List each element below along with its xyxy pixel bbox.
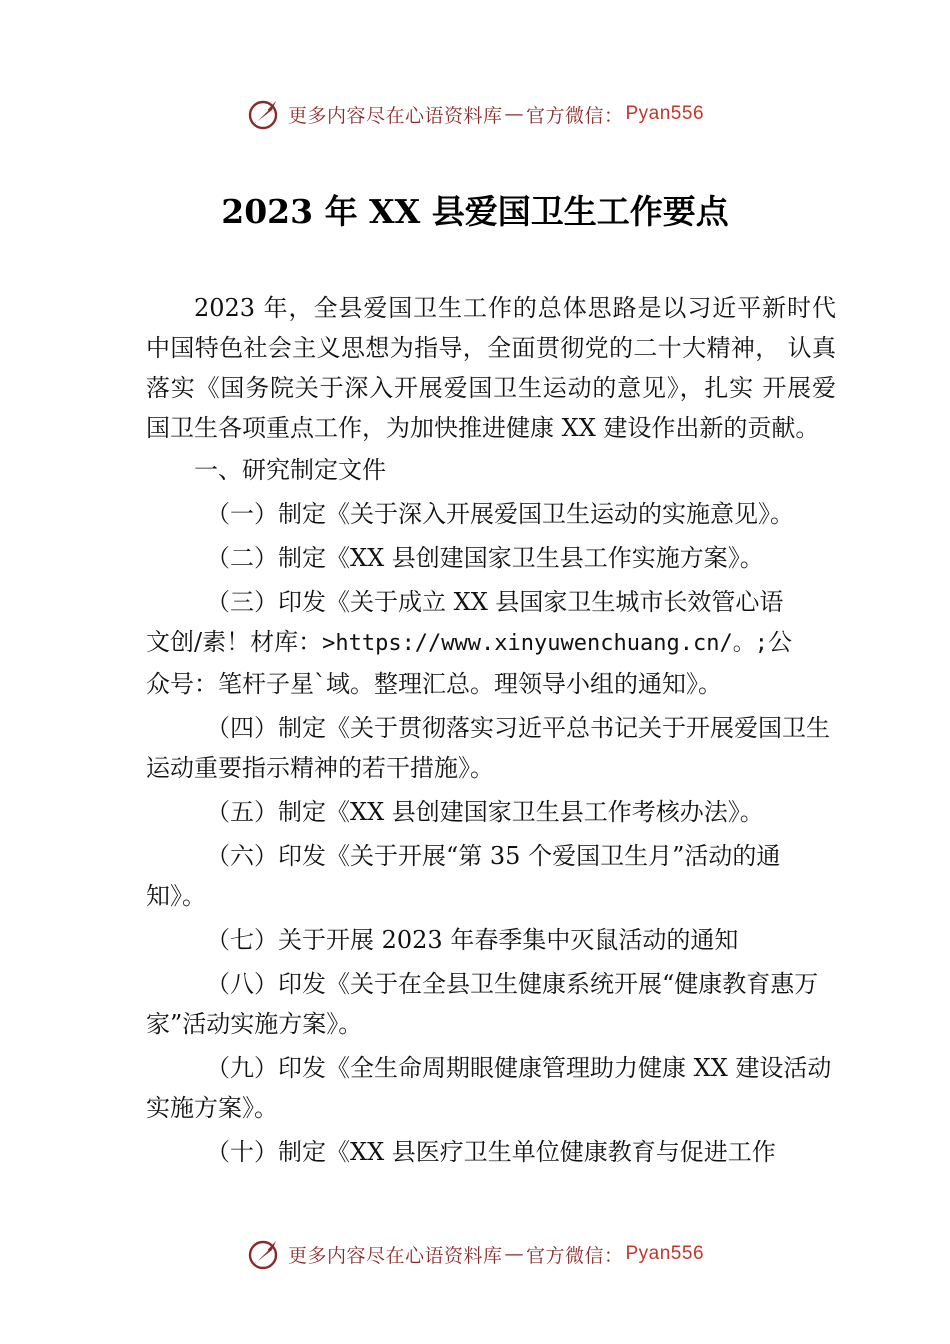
footer-separator: — bbox=[504, 1243, 524, 1265]
list-item-text: （三）印发《关于成立 XX 县国家卫生城市长效管心语 bbox=[206, 588, 784, 616]
footer-watermark bbox=[0, 1232, 950, 1276]
item3-line3: 众号：笔杆子星`域。整理汇总。理领导小组的通知》。 bbox=[146, 670, 722, 698]
list-item: （八）印发《关于在全县卫生健康系统开展“健康教育惠万家”活动实施方案》。 bbox=[146, 970, 819, 1038]
quill-logo-icon bbox=[246, 96, 282, 132]
header-brand: 更多内容尽在心语资料库 bbox=[287, 104, 503, 127]
item3-suffix: 公 bbox=[767, 628, 792, 656]
header-separator: — bbox=[504, 103, 524, 125]
list-item: （九）印发《全生命周期眼健康管理助力健康 XX 建设活动实施方案》。 bbox=[146, 1054, 832, 1122]
header-wechat-label: 官方微信： bbox=[525, 104, 624, 127]
list-item: （十）制定《XX 县医疗卫生单位健康教育与促进工作 bbox=[206, 1138, 776, 1166]
list-item: （一）制定《关于深入开展爱国卫生运动的实施意见》。 bbox=[206, 500, 794, 528]
list-item bbox=[146, 582, 836, 704]
footer-wechat-id: Pyan556 bbox=[625, 1243, 705, 1264]
source-url-link: >https://www.xinyuwenchuang.cn/。; bbox=[322, 631, 768, 656]
header-watermark bbox=[0, 92, 950, 136]
footer-brand: 更多内容尽在心语资料库 bbox=[287, 1244, 503, 1267]
list-item: （二）制定《XX 县创建国家卫生县工作实施方案》。 bbox=[206, 544, 764, 572]
intro-paragraph: 2023 年，全县爱国卫生工作的总体思路是以习近平新时代中国特色社会主义思想为指导，全面贯彻党的二十大精神， 认真落实《国务院关于深入开展爱国卫生运动的意见》，扎实 开展爱国卫生各项重点工作，为加快推进健康 XX 建设作出新的贡献。 bbox=[146, 294, 836, 442]
quill-logo-icon bbox=[246, 1236, 282, 1272]
footer-wechat-label: 官方微信： bbox=[525, 1244, 624, 1267]
list-item: （五）制定《XX 县创建国家卫生县工作考核办法》。 bbox=[206, 798, 764, 826]
list-item: （四）制定《关于贯彻落实习近平总书记关于开展爱国卫生运动重要指示精神的若干措施》。 bbox=[146, 714, 830, 782]
document-title: 2023 年 XX 县爱国卫生工作要点 bbox=[221, 192, 729, 231]
header-wechat-id: Pyan556 bbox=[625, 103, 705, 124]
list-item: （六）印发《关于开展“第 35 个爱国卫生月”活动的通知》。 bbox=[146, 842, 781, 910]
section-heading: 一、研究制定文件 bbox=[194, 456, 386, 484]
list-item: （七）关于开展 2023 年春季集中灭鼠活动的通知 bbox=[206, 926, 739, 954]
item3-prefix: 文创/素！材库： bbox=[146, 628, 323, 656]
document-body bbox=[146, 288, 836, 1172]
